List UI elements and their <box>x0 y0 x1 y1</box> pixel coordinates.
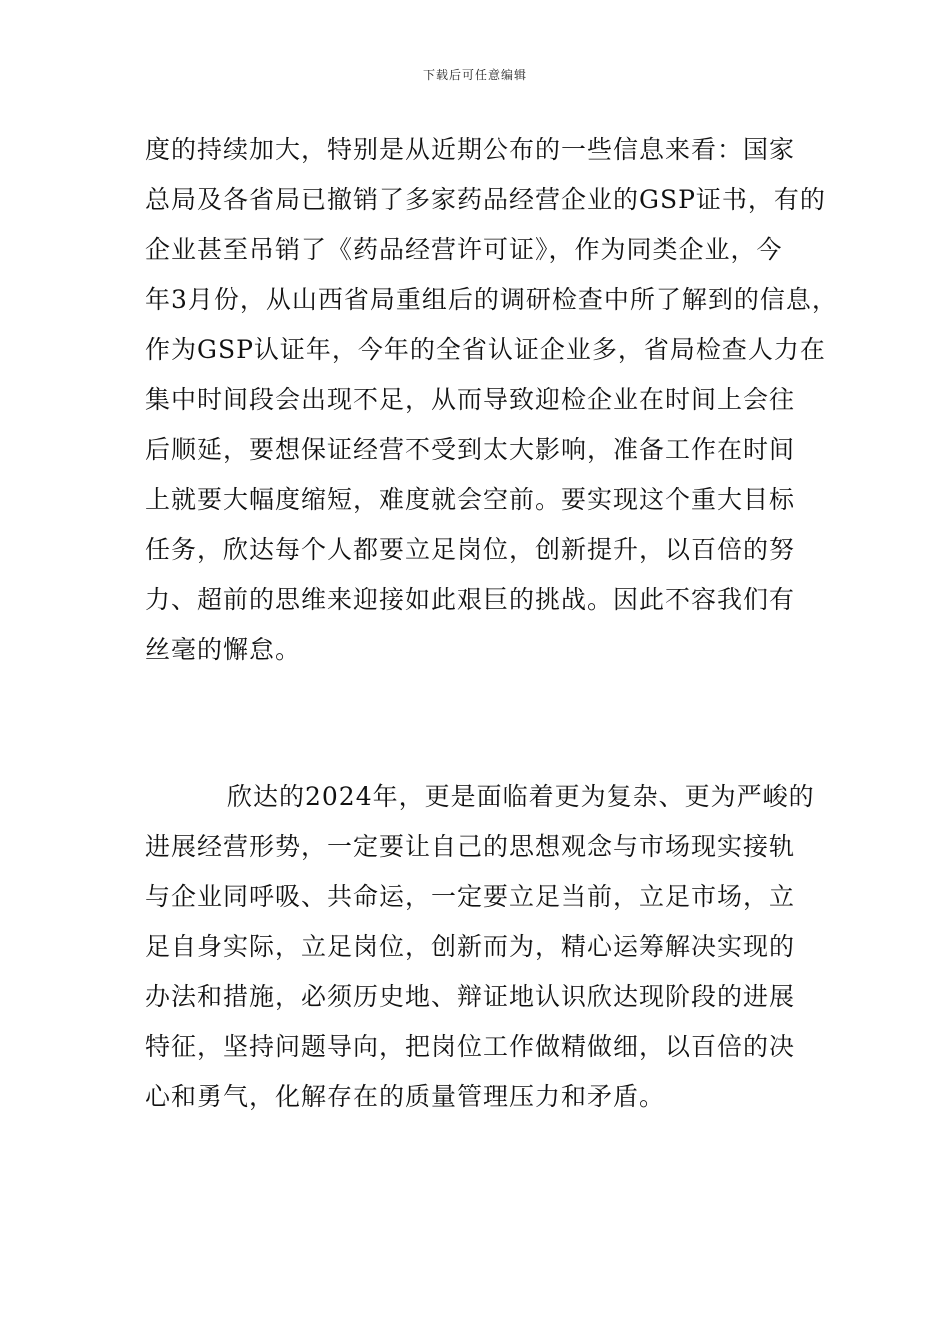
paragraph-line: 度的持续加大，特别是从近期公布的一些信息来看：国家 <box>145 135 796 164</box>
paragraph-line: 上就要大幅度缩短，难度就会空前。要实现这个重大目标 <box>145 485 796 514</box>
paragraph-line: 办法和措施，必须历史地、辩证地认识欣达现阶段的进展 <box>145 982 796 1011</box>
paragraph-line: 足自身实际，立足岗位，创新而为，精心运筹解决实现的 <box>145 932 796 961</box>
paragraph-line: 欣达的2024年，更是面临着更为复杂、更为严峻的 <box>227 782 815 811</box>
paragraph-1 <box>145 125 838 675</box>
paragraph-line: 丝毫的懈怠。 <box>145 635 302 664</box>
paragraph-line: 后顺延，要想保证经营不受到太大影响，准备工作在时间 <box>145 435 796 464</box>
paragraph-line: 总局及各省局已撤销了多家药品经营企业的GSP证书，有的 <box>145 185 826 214</box>
paragraph-line: 企业甚至吊销了《药品经营许可证》，作为同类企业，今 <box>145 235 783 264</box>
paragraph-line: 任务，欣达每个人都要立足岗位，创新提升，以百倍的努 <box>145 535 796 564</box>
page-header: 下载后可任意编辑 <box>422 68 527 82</box>
paragraph-2 <box>145 772 815 1122</box>
paragraph-line: 集中时间段会出现不足，从而导致迎检企业在时间上会往 <box>145 385 796 414</box>
paragraph-line: 与企业同呼吸、共命运，一定要立足当前，立足市场，立 <box>145 882 796 911</box>
paragraph-line: 特征，坚持问题导向，把岗位工作做精做细，以百倍的决 <box>145 1032 796 1061</box>
paragraph-line: 心和勇气，化解存在的质量管理压力和矛盾。 <box>145 1082 666 1111</box>
paragraph-line: 年3月份，从山西省局重组后的调研检查中所了解到的信息， <box>145 285 838 314</box>
paragraph-line: 作为GSP认证年，今年的全省认证企业多，省局检查人力在 <box>145 335 826 364</box>
paragraph-line: 进展经营形势，一定要让自己的思想观念与市场现实接轨 <box>145 832 796 861</box>
paragraph-line: 力、超前的思维来迎接如此艰巨的挑战。因此不容我们有 <box>145 585 796 614</box>
